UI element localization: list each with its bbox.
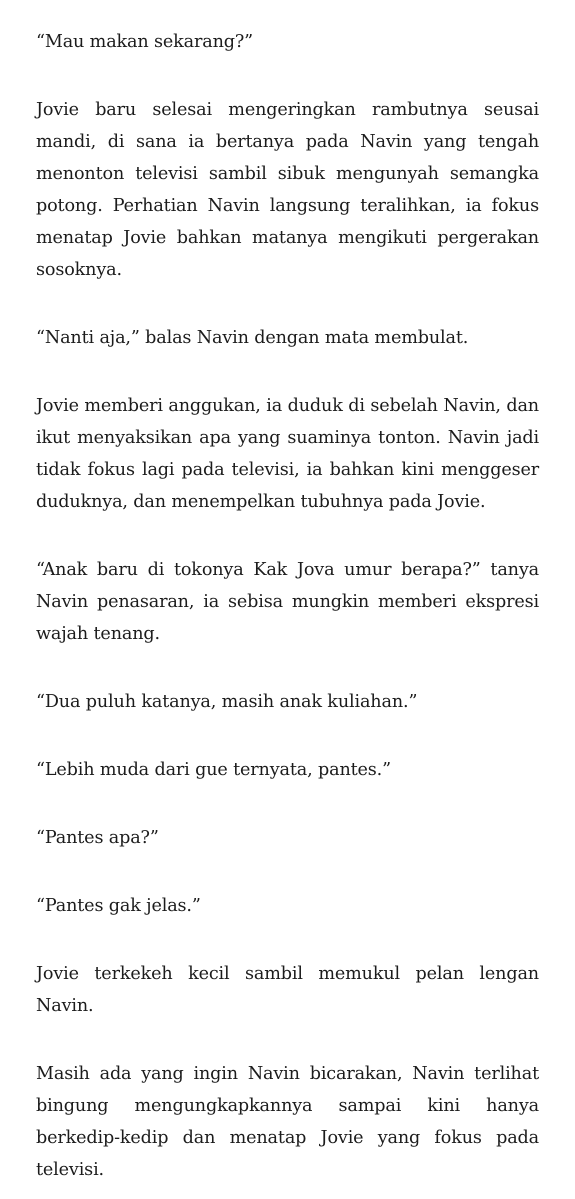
paragraph-5: “Anak baru di tokonya Kak Jova umur berapa?” tanya Navin penasaran, ia sebisa mungkin memberi ekspresi wajah tenang. [36, 560, 539, 644]
paragraph-1: “Mau makan sekarang?” [36, 32, 254, 52]
paragraph-10: Jovie terkekeh kecil sambil memukul pelan lengan Navin. [36, 964, 539, 1016]
story-text [36, 26, 539, 1186]
paragraph-7: “Lebih muda dari gue ternyata, pantes.” [36, 760, 391, 780]
paragraph-3: “Nanti aja,” balas Navin dengan mata membulat. [36, 328, 469, 348]
paragraph-4: Jovie memberi anggukan, ia duduk di sebelah Navin, dan ikut menyaksikan apa yang suaminya tonton. Navin jadi tidak fokus lagi pada televisi, ia bahkan kini menggeser duduknya, dan menempelkan tubuhnya pada Jovie. [36, 396, 539, 512]
paragraph-2: Jovie baru selesai mengeringkan rambutnya seusai mandi, di sana ia bertanya pada Navin yang tengah menonton televisi sambil sibuk mengunyah semangka potong. Perhatian Navin langsung teralihkan, ia fokus menatap Jovie bahkan matanya mengikuti pergerakan sosoknya. [36, 100, 539, 280]
paragraph-8: “Pantes apa?” [36, 828, 159, 848]
paragraph-11: Masih ada yang ingin Navin bicarakan, Navin terlihat bingung mengungkapkannya sampai kini hanya berkedip-kedip dan menatap Jovie yang fokus pada televisi. [36, 1064, 539, 1180]
paragraph-9: “Pantes gak jelas.” [36, 896, 201, 916]
paragraph-6: “Dua puluh katanya, masih anak kuliahan.” [36, 692, 418, 712]
